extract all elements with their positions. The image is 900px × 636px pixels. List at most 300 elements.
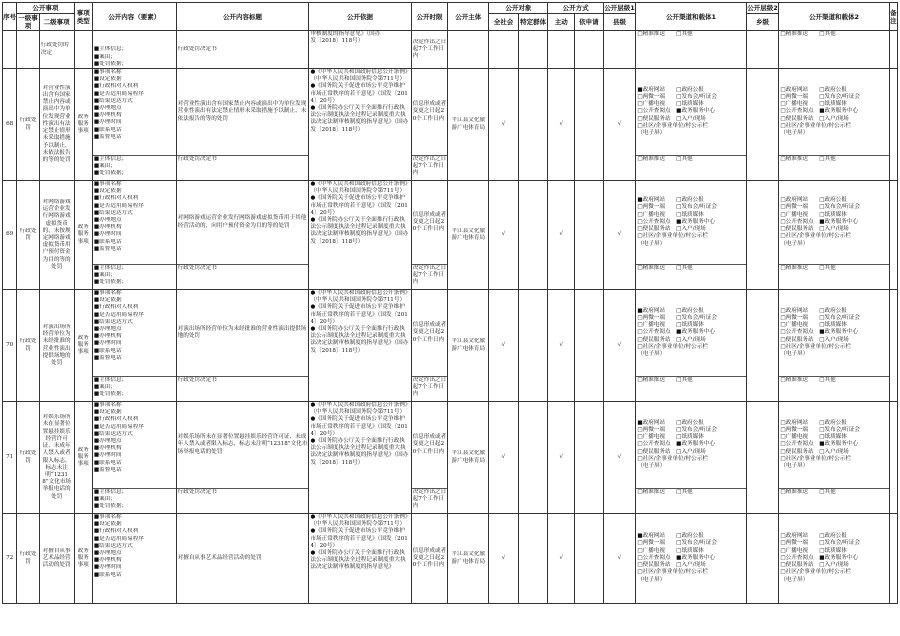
row-time-limit: 信息形成或者变更之日起20个工作日内 xyxy=(412,101,447,122)
channel-option: ■政府网站 □政府公报 xyxy=(637,197,704,204)
content-item: ■办理地点 xyxy=(93,105,122,112)
channel-option: □公开查阅点 ■政务服务中心 xyxy=(780,441,859,448)
row-type xyxy=(74,290,92,402)
row-channel2-cell xyxy=(779,514,889,604)
row-level1 xyxy=(17,290,39,402)
check-target-specific xyxy=(518,402,548,514)
content-subtable xyxy=(93,69,176,178)
channel-option: （电子屏） xyxy=(637,240,666,247)
header-basis: 公开依据 xyxy=(309,3,411,31)
row-channel1-cell xyxy=(636,514,746,604)
check-target-specific xyxy=(518,181,548,290)
row-basis-cell xyxy=(309,402,411,514)
content-item: ■办理机构 xyxy=(93,333,122,340)
row-type-text: 政务服务事项 xyxy=(77,446,89,468)
table-body xyxy=(3,31,898,604)
row-channel2-extra: □精准推送 □其他 xyxy=(780,265,836,271)
row-content-items xyxy=(94,181,175,253)
row-level1 xyxy=(17,181,39,290)
channel-option: （电子屏） xyxy=(637,130,666,136)
check-target-specific xyxy=(518,69,548,181)
title-subtable xyxy=(177,402,309,496)
channel-option: （电子屏） xyxy=(780,240,809,247)
row-remark xyxy=(889,514,897,604)
header-layer1: 公开层级1 xyxy=(604,4,635,12)
channel-option: □便民服务站 □入户/现场 xyxy=(780,115,849,122)
channel-option: □广播电视 □纸质媒体 xyxy=(780,211,847,218)
row-level2 xyxy=(39,402,74,514)
title-subtable xyxy=(177,181,309,272)
content-item: ■办理地点 xyxy=(93,217,122,224)
channel-option: □社区/企事业单位/村公示栏 xyxy=(637,122,708,129)
channel-option: □便民服务站 □入户/现场 xyxy=(637,448,706,455)
channel-option: □社区/企事业单位/村公示栏 xyxy=(780,233,851,240)
row-content-title: 对演出场所经营单位为未经批准的营业性演出提供场地的处罚 xyxy=(177,325,307,339)
row-remark xyxy=(889,181,897,290)
disclosure-table xyxy=(2,2,898,604)
header-time-limit: 公开时限 xyxy=(411,3,448,31)
row-time-limit-2: 决定作出之日起7个工作日内 xyxy=(412,489,447,510)
row-level1-text: 行政处罚 xyxy=(19,117,37,131)
content-item: ■设定依据 xyxy=(93,76,122,83)
basis-item: ●《中华人民共和国政府信息公开条例》（中华人民共和国国务院令第711号） xyxy=(310,69,408,83)
row-subject-text: 平江县文化旅游广电体育局 xyxy=(451,338,486,352)
row-subject-text: 平江县文化旅游广电体育局 xyxy=(451,227,486,241)
channel-option: （电子屏） xyxy=(780,576,809,583)
header-layer1-value: 县级 xyxy=(603,14,636,31)
channel-option: □公开查阅点 ■政务服务中心 xyxy=(637,218,716,225)
content-item: ■主体信息； xyxy=(93,156,128,162)
row-content xyxy=(92,514,176,604)
content-item: ■监督电话 xyxy=(93,245,122,252)
table-row-continued xyxy=(3,31,898,69)
content-item: ■监督电话 xyxy=(93,133,122,140)
row-content-title: 对娱乐场所未在显著位置悬挂娱乐经营许可证、未成年人禁入或者限入标志，标志未注明“12318”文化市场举报电话的处罚 xyxy=(177,434,308,455)
content-item: ■事项名称 xyxy=(93,181,122,187)
row-channel2-cell xyxy=(779,402,889,514)
channel-option: □社区/企事业单位/村公示栏 xyxy=(780,455,851,462)
channel-option: □广播电视 □纸质媒体 xyxy=(780,322,847,329)
row-time-cell xyxy=(411,514,448,604)
header-level2: 二级事项 xyxy=(39,14,74,31)
basis-item: ●《国务院办公厅关于全面推行行政执法公示制度执法全过程记录制度重大执法决定法制审核制度的指导意见》（国办发〔2018〕118号） xyxy=(310,217,409,245)
channel-option: □便民服务站 □入户/现场 xyxy=(637,562,706,569)
time-subtable xyxy=(412,181,448,287)
row-content-items xyxy=(94,290,175,362)
row-title xyxy=(176,514,309,604)
row-layer2 xyxy=(746,514,779,604)
channel-option: □政府网站 □政府公报 xyxy=(780,533,847,540)
time-subtable xyxy=(412,290,448,399)
basis-item: ●《中华人民共和国政府信息公开条例》（中华人民共和国国务院令第711号） xyxy=(310,514,408,528)
row-type-text: 政务服务事项 xyxy=(77,113,89,135)
check-method-request xyxy=(575,514,604,604)
basis-item: ●《国务院办公厅关于全面推行行政执法公示制度执法全过程记录制度重大执法决定法制审核制度的指导意见》（国办发〔2018〕118号） xyxy=(310,438,409,466)
basis-item: ●《国务院关于促进市场公平竞争维护市场正常秩序的若干意见》（国发〔2014〕20号） xyxy=(310,304,408,325)
row-level2 xyxy=(39,69,74,181)
row-seq: 72 xyxy=(3,514,17,604)
row-basis xyxy=(309,69,410,134)
channel-option: □广播电视 □纸质媒体 xyxy=(637,547,704,554)
content-item: ■设定依据 xyxy=(93,409,122,416)
basis-item: ●《国务院办公厅关于全面推行行政执法公示制度执法全过程记录制度重大执法决定法制审核制度的指导意见》 xyxy=(310,550,406,571)
row-channel1 xyxy=(637,197,744,247)
row-content-items xyxy=(94,402,175,474)
basis-item: ●《中华人民共和国政府信息公开条例》（中华人民共和国国务院令第711号） xyxy=(310,402,408,416)
row-content-title-2: 行政处罚决定书 xyxy=(177,489,217,495)
channel-option: □社区/企事业单位/村公示栏 xyxy=(637,455,708,462)
check-layer1: √ xyxy=(603,69,636,181)
row-channel1 xyxy=(637,87,744,137)
row-channel2-cell xyxy=(779,69,889,181)
content-item: ■联系电话 xyxy=(93,459,122,466)
row-title xyxy=(176,402,309,514)
check-target-specific xyxy=(518,514,548,604)
header-channel1: 公开渠道和载体1 xyxy=(636,3,746,31)
channel-option: □公开查阅点 ■政务服务中心 xyxy=(780,554,859,561)
header-target-specific: 特定群体 xyxy=(518,14,548,31)
content-item: ■办理时间 xyxy=(93,340,122,347)
row-type-text: 政务服务事项 xyxy=(77,547,89,569)
channel-option: □便民服务站 □入户/现场 xyxy=(637,226,706,233)
header-content: 公开内容（要素） xyxy=(92,3,176,31)
row-layer2 xyxy=(746,69,779,181)
channel-option: □便民服务站 □入户/现场 xyxy=(780,226,849,233)
header-content-title: 公开内容标题 xyxy=(176,3,309,31)
check-target-all: √ xyxy=(489,402,519,514)
channel-option: （电子屏） xyxy=(780,351,809,357)
content-item: ■事项名称 xyxy=(93,402,122,408)
content-item: ■事项名称 xyxy=(93,69,122,75)
row-channel1 xyxy=(637,533,744,583)
channel-option: □社区/企事业单位/村公示栏 xyxy=(637,569,708,576)
content-item: ■设定依据 xyxy=(93,297,122,304)
row-layer2 xyxy=(746,402,779,514)
check-target-all: √ xyxy=(489,181,519,290)
row-type xyxy=(74,69,92,181)
content-item: ■结果送达方式 xyxy=(93,318,133,325)
row-channel1 xyxy=(637,420,744,470)
header-subject: 公开主体 xyxy=(448,3,489,31)
row-basis-cell xyxy=(309,290,411,402)
content-subtable xyxy=(93,402,176,511)
prev-content-title: 行政处罚决定书 xyxy=(177,45,217,52)
row-subject xyxy=(448,514,489,604)
prev-basis-0: 审核制度的指导意见》（国办 xyxy=(310,31,381,37)
check-method-active: √ xyxy=(548,402,575,514)
content-item: ■监督电话 xyxy=(93,354,122,361)
row-content-title-2: 行政处罚决定书 xyxy=(177,377,217,383)
channel-option: □社区/企事业单位/村公示栏 xyxy=(780,343,851,350)
title-subtable xyxy=(177,514,309,603)
row-level2 xyxy=(39,290,74,402)
title-subtable xyxy=(177,69,309,163)
channel2-subtable xyxy=(779,402,888,496)
check-target-all: √ xyxy=(489,69,519,181)
channel-option: □两微一端 □发布会/听证会 xyxy=(637,540,717,547)
row-content-items-2 xyxy=(94,377,175,399)
row-basis-cell xyxy=(309,69,411,181)
row-content-items xyxy=(94,514,175,579)
channel-option: □两微一端 □发布会/听证会 xyxy=(637,426,717,433)
table-row xyxy=(3,514,898,604)
content-item: ■设定依据 xyxy=(93,188,122,195)
row-level1-text: 行政处罚 xyxy=(19,551,37,565)
row-level2-text: 对演出场所经营单位为未经批准的营业性演出提供场地的处罚 xyxy=(42,323,71,366)
row-channel1-extra: □精准推送 □其他 xyxy=(637,156,693,162)
channel-option: □社区/企事业单位/村公示栏 xyxy=(637,343,708,350)
row-channel2-cell xyxy=(779,181,889,290)
channel-option: □两微一端 □发布会/听证会 xyxy=(780,426,860,433)
row-channel1-cell xyxy=(636,69,746,181)
content-item: ■联系电话 xyxy=(93,571,122,578)
content-item: ■处罚依据； xyxy=(93,391,128,398)
content-item: ■行政相对人权利 xyxy=(93,416,139,423)
row-basis xyxy=(309,402,410,467)
row-time-limit-2: 决定作出之日起7个工作日内 xyxy=(412,156,447,177)
content-item: ■主体信息； xyxy=(93,489,128,495)
row-time-cell xyxy=(411,290,448,402)
row-subject xyxy=(448,402,489,514)
content-item: ■办理地点 xyxy=(93,550,122,557)
content-item: ■办理地点 xyxy=(93,326,122,333)
prev-time-limit: 决定作出之日起7个工作日内 xyxy=(412,38,447,60)
content-item: ■办理时间 xyxy=(93,119,122,126)
check-method-active: √ xyxy=(548,69,575,181)
content-item: ■是否适用简易程序 xyxy=(93,90,144,97)
table-header xyxy=(3,3,898,31)
row-level2-text: 对网络游戏运营企业发行网络游戏虚拟货币的，未按规定网络游戏虚拟货币用户预付资金为目的等的处罚 xyxy=(42,198,71,270)
row-seq: 71 xyxy=(3,402,17,514)
row-content xyxy=(92,181,176,290)
row-channel2 xyxy=(780,533,887,583)
content-item: ■结果送达方式 xyxy=(93,209,133,216)
row-remark xyxy=(889,402,897,514)
content-item: ■办理机构 xyxy=(93,445,122,452)
row-level1-text: 行政处罚 xyxy=(19,338,37,352)
row-type-text: 政务服务事项 xyxy=(77,224,89,245)
basis-item: ●《国务院关于促进市场公平竞争维护市场正常秩序的若干意见》（国发〔2014〕20号） xyxy=(310,83,408,104)
row-level1-text: 行政处罚 xyxy=(19,450,37,464)
content-item: ■办理机构 xyxy=(93,557,122,564)
row-time-limit: 信息形成或者变更之日起20个工作日内 xyxy=(412,434,447,455)
channel-option: □两微一端 □发布会/听证会 xyxy=(637,93,717,100)
channel1-subtable xyxy=(636,69,745,163)
channel-option: □两微一端 □发布会/听证会 xyxy=(780,540,860,547)
content-item: ■是否适用简易程序 xyxy=(93,311,144,318)
row-content-title-2: 行政处罚决定书 xyxy=(177,265,217,271)
content-item: ■主体信息； xyxy=(93,265,128,271)
row-channel2-extra: □精准推送 □其他 xyxy=(780,377,836,383)
row-basis xyxy=(309,290,410,355)
row-time-cell xyxy=(411,69,448,181)
row-level1 xyxy=(17,402,39,514)
content-subtable xyxy=(93,514,176,603)
check-method-request xyxy=(575,69,604,181)
basis-item: ●《中华人民共和国政府信息公开条例》（中华人民共和国国务院令第711号） xyxy=(310,181,408,195)
row-type xyxy=(74,402,92,514)
row-content xyxy=(92,402,176,514)
row-content-title: 对擅自从事艺术品经营活动的处罚 xyxy=(177,554,262,561)
row-subject xyxy=(448,181,489,290)
row-time-cell xyxy=(411,402,448,514)
row-basis xyxy=(309,514,410,572)
row-type xyxy=(74,181,92,290)
channel-option: （电子屏） xyxy=(637,576,666,583)
channel-option: （电子屏） xyxy=(637,351,666,357)
check-method-request xyxy=(575,181,604,290)
basis-item: ●《国务院关于促进市场公平竞争维护市场正常秩序的若干意见》（国发〔2014〕20号） xyxy=(310,195,408,216)
channel1-subtable xyxy=(636,290,745,384)
row-channel1-extra: □精准推送 □其他 xyxy=(637,489,693,495)
channel-option: □公开查阅点 ■政务服务中心 xyxy=(637,329,716,336)
channel-option: □广播电视 □纸质媒体 xyxy=(780,101,847,108)
row-content xyxy=(92,69,176,181)
row-title xyxy=(176,181,309,290)
row-channel1-cell xyxy=(636,181,746,290)
channel-option: □两微一端 □发布会/听证会 xyxy=(780,93,860,100)
channel-option: □社区/企事业单位/村公示栏 xyxy=(780,122,851,129)
row-channel1-cell xyxy=(636,290,746,402)
row-time-cell xyxy=(411,181,448,290)
content-item: ■案由； xyxy=(93,163,116,170)
channel-option: （电子屏） xyxy=(637,463,666,469)
content-item: ■办理时间 xyxy=(93,564,122,571)
prev-item-2: ■处罚依据； xyxy=(93,60,128,67)
row-channel2 xyxy=(780,197,887,247)
basis-item: ●《国务院关于促进市场公平竞争维护市场正常秩序的若干意见》（国发〔2014〕20号） xyxy=(310,528,408,549)
header-layer2: 公开层级2 xyxy=(747,4,778,12)
row-time-limit: 信息形成或者变更之日起20个工作日内 xyxy=(412,322,447,343)
content-item: ■联系电话 xyxy=(93,347,122,354)
channel-option: □公开查阅点 ■政务服务中心 xyxy=(637,441,716,448)
prev-basis xyxy=(309,31,410,45)
content-item: ■行政相对人权利 xyxy=(93,195,139,202)
row-level1-text: 行政处罚 xyxy=(19,227,37,241)
header-target: 公开对象 xyxy=(489,3,548,14)
basis-item: ●《中华人民共和国政府信息公开条例》（中华人民共和国国务院令第711号） xyxy=(310,290,408,304)
row-basis xyxy=(309,181,410,246)
row-level1 xyxy=(17,514,39,604)
channel-option: □广播电视 □纸质媒体 xyxy=(637,211,704,218)
content-item: ■是否适用简易程序 xyxy=(93,423,144,430)
row-channel2-extra: □精准推送 □其他 xyxy=(780,156,836,162)
row-content-title: 对营业性演出含有国家禁止内容或演出中为单位发现营业性演出有法定禁止情形未采取措施予以制止、未依法报告的等的处罚 xyxy=(177,101,307,122)
row-time-limit-2: 决定作出之日起7个工作日内 xyxy=(412,377,447,398)
prev-item-1: ■案由； xyxy=(93,53,116,60)
prev-item-0: ■主体信息； xyxy=(93,46,128,53)
header-method-request: 依申请 xyxy=(575,14,604,31)
row-content-title: 对网络游戏运营企业发行网络游戏虚拟货币用于其他经营活动的，向用户预付资金为目的等的处罚 xyxy=(177,215,307,229)
row-channel1 xyxy=(637,308,744,358)
content-item: ■行政相对人权利 xyxy=(93,528,139,535)
row-channel2 xyxy=(780,420,887,470)
basis-item: ●《国务院办公厅关于全面推行行政执法公示制度执法全过程记录制度重大执法决定法制审核制度的指导意见》（国办发〔2018〕118号） xyxy=(310,326,409,354)
channel-option: □便民服务站 □入户/现场 xyxy=(637,336,706,343)
channel-option: □公开查阅点 ■政务服务中心 xyxy=(637,108,716,115)
content-item: ■是否适用简易程序 xyxy=(93,202,144,209)
content-item: ■结果送达方式 xyxy=(93,542,133,549)
check-method-active: √ xyxy=(548,514,575,604)
channel2-subtable xyxy=(779,290,888,384)
row-content-items xyxy=(94,69,175,141)
content-item: ■事项名称 xyxy=(93,290,122,296)
row-channel1-extra: □精准推送 □其他 xyxy=(637,377,693,383)
row-seq: 69 xyxy=(3,181,17,290)
row-level2-text: 对营业性演出含有国家禁止内容或演出中为单位发现营业性演出有法定禁止情形未采取措施予以制止，未依法报告的等的处罚 xyxy=(42,84,71,163)
basis-item: ●《国务院关于促进市场公平竞争维护市场正常秩序的若干意见》（国发〔2014〕20号） xyxy=(310,416,408,437)
channel-option: □广播电视 □纸质媒体 xyxy=(637,322,704,329)
prev-basis-1: 发〔2018〕118号） xyxy=(310,38,364,45)
channel-option: □广播电视 □纸质媒体 xyxy=(780,547,847,554)
row-seq: 70 xyxy=(3,290,17,402)
prev-level2-item: 行政处罚的决定 xyxy=(40,42,69,56)
check-layer1: √ xyxy=(603,514,636,604)
content-item: ■联系电话 xyxy=(93,126,122,133)
channel-option: □两微一端 □发布会/听证会 xyxy=(637,314,717,321)
row-title xyxy=(176,290,309,402)
content-item: ■办理机构 xyxy=(93,224,122,231)
check-layer1: √ xyxy=(603,402,636,514)
channel-option: （电子屏） xyxy=(780,130,809,136)
row-remark xyxy=(889,69,897,181)
row-level1 xyxy=(17,69,39,181)
row-subject xyxy=(448,69,489,181)
header-public-item: 公开事项 xyxy=(17,3,74,14)
channel1-subtable xyxy=(636,402,745,496)
check-target-all: √ xyxy=(489,514,519,604)
row-layer2 xyxy=(746,181,779,290)
channel-option: □政府网站 □政府公报 xyxy=(780,419,847,426)
content-item: ■办理机构 xyxy=(93,112,122,119)
row-content xyxy=(92,290,176,402)
row-basis-cell xyxy=(309,181,411,290)
header-item-type: 事项类型 xyxy=(74,3,92,31)
row-basis-cell xyxy=(309,514,411,604)
time-subtable xyxy=(412,514,448,603)
row-content-items-2 xyxy=(94,489,175,511)
check-method-request xyxy=(575,290,604,402)
channel-option: □两微一端 □发布会/听证会 xyxy=(780,204,860,211)
row-channel2 xyxy=(780,308,887,358)
content-item: ■结果送达方式 xyxy=(93,97,133,104)
check-method-active: √ xyxy=(548,290,575,402)
content-item: ■联系电话 xyxy=(93,238,122,245)
channel-option: □便民服务站 □入户/现场 xyxy=(637,115,706,122)
header-layer2-value: 乡级 xyxy=(746,14,779,31)
header-seq: 序号 xyxy=(3,3,17,31)
row-subject-text: 平江县文化旅游广电体育局 xyxy=(451,450,486,464)
prev-channel2: □精准推送 □其他 xyxy=(780,31,836,37)
channel-option: □社区/企事业单位/村公示栏 xyxy=(637,233,708,240)
channel-option: □公开查阅点 ■政务服务中心 xyxy=(780,218,859,225)
channel2-subtable xyxy=(779,69,888,163)
prev-channel1: □精准推送 □其他 xyxy=(637,31,693,37)
channel-option: ■政府网站 □政府公报 xyxy=(637,86,704,93)
channel-option: □政府网站 □政府公报 xyxy=(780,307,847,314)
table-row xyxy=(3,69,898,181)
header-level1: 一级事项 xyxy=(18,14,38,30)
channel-option: □两微一端 □发布会/听证会 xyxy=(637,204,717,211)
check-method-active: √ xyxy=(548,181,575,290)
check-target-specific xyxy=(518,290,548,402)
channel1-subtable xyxy=(636,181,745,272)
channel-option: ■政府网站 □政府公报 xyxy=(637,307,704,314)
channel-option: ■政府网站 □政府公报 xyxy=(637,533,704,540)
channel-option: □广播电视 □纸质媒体 xyxy=(637,434,704,441)
channel-option: □政府网站 □政府公报 xyxy=(780,197,847,204)
basis-item: ●《国务院办公厅关于全面推行行政执法公示制度执法全过程记录制度重大执法决定法制审核制度的指导意见》（国办发〔2018〕118号） xyxy=(310,105,409,133)
